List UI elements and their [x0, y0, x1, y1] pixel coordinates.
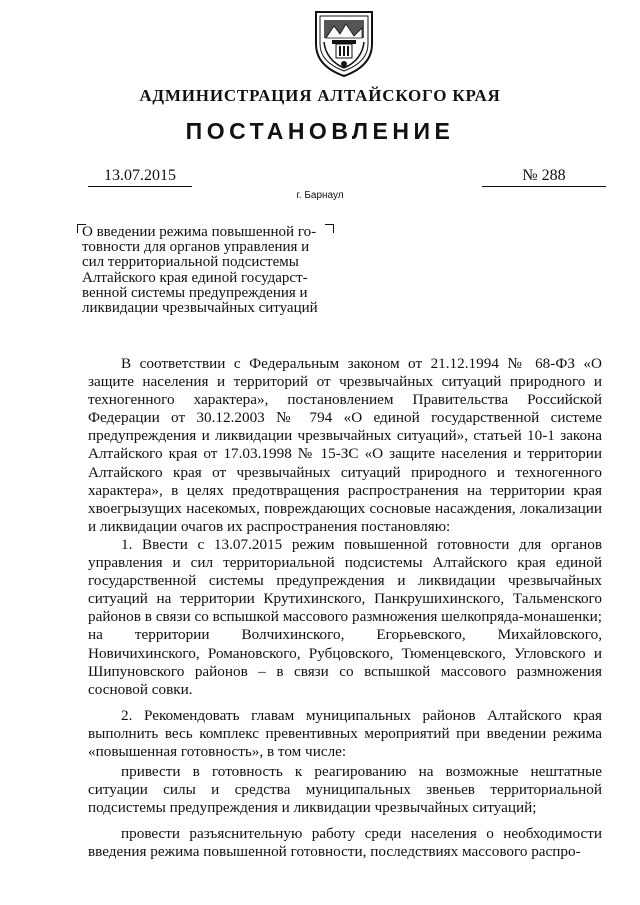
clause-2-paragraph: 2. Рекомендовать главам муниципальных районов Алтайского края выполнить весь комплекс превентивных мероприятий при введении режима «повышенная готовность», в том числе:	[88, 706, 602, 760]
document-subject: О введении режима повышенной го- товности для органов управления и сил территориальной подсистемы Алтайского края единой государст- венной системы предупреждения и ликвидации чрезвычайных ситуаций	[82, 224, 318, 317]
clause-2-item-1-paragraph: привести в готовность к реагированию на возможные нештатные ситуации силы и средства муниципальных звеньев территориальной подсистемы предупреждения и ликвидации чрезвычайных ситуаций;	[88, 763, 602, 817]
clause-2-item-2-paragraph: провести разъяснительную работу среди населения о необходимости введения режима повышенной готовности, последствиях массового распро-	[88, 825, 602, 861]
coat-of-arms-emblem	[312, 8, 376, 80]
document-body	[88, 355, 602, 862]
city: г. Барнаул	[296, 190, 344, 201]
organization-name: АДМИНИСТРАЦИЯ АЛТАЙСКОГО КРАЯ	[139, 86, 501, 105]
document-date: 13.07.2015	[88, 166, 192, 187]
document-type: ПОСТАНОВЛЕНИЕ	[185, 118, 455, 144]
document-number: № 288	[482, 166, 606, 187]
preamble-paragraph: В соответствии с Федеральным законом от 21.12.1994 № 68-ФЗ «О защите населения и территорий от чрезвычайных ситуаций природного и техногенного характера», постановлением Правительства Российской Федерации от 30.12.2003 № 794 «О единой государственной системе предупреждения и ликвидации чрезвычайных ситуаций», статьей 10-1 закона Алтайского края от 17.03.1998 № 15-ЗС «О защите населения и территории Алтайского края от чрезвычайных ситуаций природного и техногенного характера», в целях предотвращения распространения на территории края хвоегрызущих насекомых, повреждающих сосновые насаждения, локализации и ликвидации очагов их распространения постановляю:	[88, 355, 602, 535]
clause-1-paragraph: 1. Ввести с 13.07.2015 режим повышенной готовности для органов управления и сил территориальной подсистемы Алтайского края единой государственной системы предупреждения и ликвидации чрезвычайных ситуаций на территории Крутихинского, Панкрушихинского, Тальменского районов в связи со вспышкой массового размножения шелкопряда-монашенки; на территории Волчихинского, Егорьевского, Михайловского, Новичихинского, Романовского, Рубцовского, Тюменцевского, Угловского и Шипуновского районов – в связи со вспышкой массового размножения сосновой совки.	[88, 535, 602, 698]
